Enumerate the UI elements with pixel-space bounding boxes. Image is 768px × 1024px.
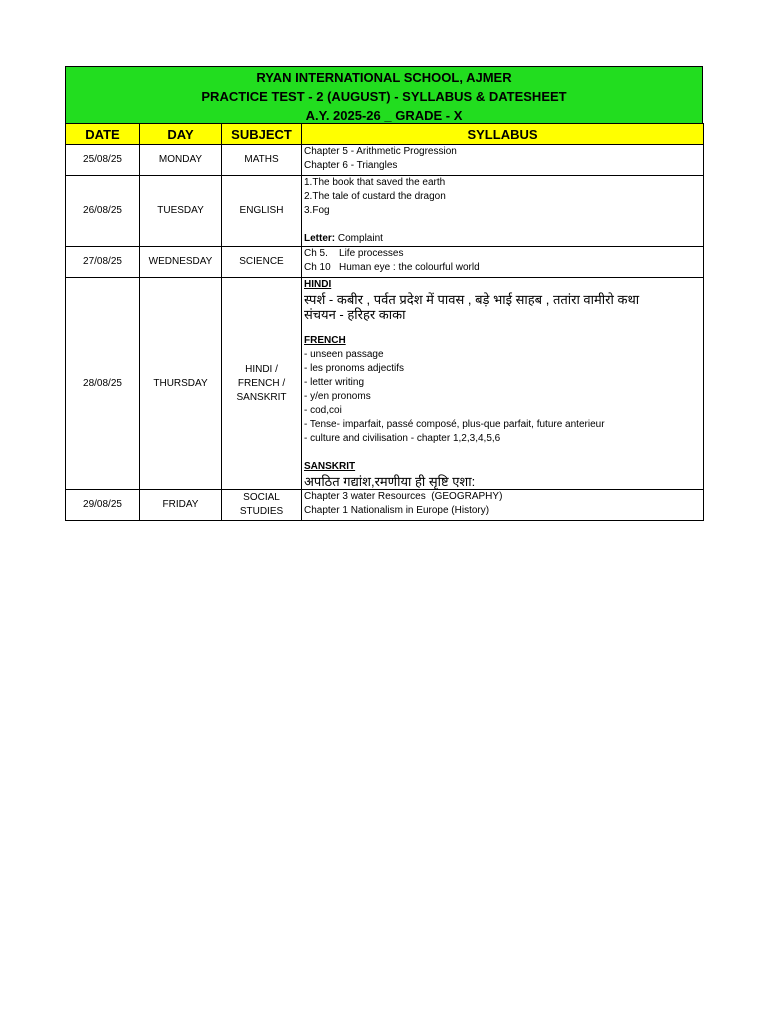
- syllabus-cell: [302, 176, 704, 247]
- subject-line: HINDI /: [245, 363, 278, 375]
- date-cell: 25/08/25: [66, 145, 140, 176]
- syllabus-line: Chapter 5 - Arithmetic Progression: [304, 146, 457, 157]
- syllabus-cell: [302, 278, 704, 490]
- subject-cell: [222, 490, 302, 521]
- table-row: [66, 176, 704, 247]
- title-banner: [65, 66, 703, 123]
- day-cell: WEDNESDAY: [140, 247, 222, 278]
- subject-cell: MATHS: [222, 145, 302, 176]
- date-cell: 26/08/25: [66, 176, 140, 247]
- syllabus-line: 2.The tale of custard the dragon: [304, 191, 446, 202]
- french-line: - letter writing: [304, 377, 365, 388]
- col-subject: SUBJECT: [222, 124, 302, 145]
- col-date: DATE: [66, 124, 140, 145]
- french-line: - les pronoms adjectifs: [304, 363, 405, 374]
- col-syllabus: SYLLABUS: [302, 124, 704, 145]
- hindi-line: संचयन - हरिहर काका: [304, 307, 406, 322]
- french-line: - cod,coi: [304, 405, 342, 416]
- syllabus-table: [65, 123, 704, 521]
- syllabus-line: 3.Fog: [304, 205, 330, 216]
- french-line: - culture and civilisation - chapter 1,2,3,4,5,6: [304, 433, 501, 444]
- sanskrit-heading: SANSKRIT: [304, 461, 356, 472]
- french-line: - unseen passage: [304, 349, 384, 360]
- french-line: - Tense- imparfait, passé composé, plus-que parfait, future anterieur: [304, 419, 605, 430]
- table-row: [66, 145, 704, 176]
- syllabus-line: Ch 10 Human eye : the colourful world: [304, 262, 480, 273]
- subject-cell: ENGLISH: [222, 176, 302, 247]
- day-cell: THURSDAY: [140, 278, 222, 490]
- subject-line: STUDIES: [239, 506, 284, 517]
- letter-label: Letter:: [304, 233, 336, 244]
- syllabus-line: 1.The book that saved the earth: [304, 177, 446, 188]
- subject-line: SOCIAL: [243, 492, 280, 503]
- hindi-line: स्पर्श - कबीर , पर्वत प्रदेश में पावस , बड़े भाई साहब , ततांरा वामीरो कथा: [304, 292, 640, 307]
- sanskrit-line: अपठित गद्यांश,रमणीया ही सृष्टि एशा:: [304, 474, 476, 489]
- test-title: PRACTICE TEST - 2 (AUGUST) - SYLLABUS & DATESHEET: [201, 89, 567, 104]
- day-cell: TUESDAY: [140, 176, 222, 247]
- letter-value: Complaint: [335, 233, 383, 244]
- day-cell: MONDAY: [140, 145, 222, 176]
- header-row: [66, 124, 704, 145]
- subject-cell: SCIENCE: [222, 247, 302, 278]
- syllabus-cell: [302, 247, 704, 278]
- table-row: [66, 247, 704, 278]
- academic-year: A.Y. 2025-26 _ GRADE - X: [305, 108, 463, 123]
- table-row: [66, 278, 704, 490]
- letter-line: [304, 232, 703, 246]
- syllabus-cell: [302, 490, 704, 521]
- subject-line: FRENCH /: [237, 377, 286, 389]
- french-line: - y/en pronoms: [304, 391, 371, 402]
- subject-cell: [222, 278, 302, 490]
- date-cell: 28/08/25: [66, 278, 140, 490]
- datesheet: [65, 66, 703, 521]
- syllabus-line: Chapter 1 Nationalism in Europe (History): [304, 505, 490, 516]
- date-cell: 27/08/25: [66, 247, 140, 278]
- subject-line: SANSKRIT: [236, 391, 287, 403]
- syllabus-line: Chapter 6 - Triangles: [304, 160, 398, 171]
- syllabus-line: Chapter 3 water Resources (GEOGRAPHY): [304, 491, 503, 502]
- hindi-heading: HINDI: [304, 279, 332, 290]
- school-name: RYAN INTERNATIONAL SCHOOL, AJMER: [256, 70, 512, 85]
- syllabus-line: Ch 5. Life processes: [304, 248, 404, 259]
- french-heading: FRENCH: [304, 335, 346, 346]
- table-row: [66, 490, 704, 521]
- day-cell: FRIDAY: [140, 490, 222, 521]
- col-day: DAY: [140, 124, 222, 145]
- syllabus-cell: [302, 145, 704, 176]
- date-cell: 29/08/25: [66, 490, 140, 521]
